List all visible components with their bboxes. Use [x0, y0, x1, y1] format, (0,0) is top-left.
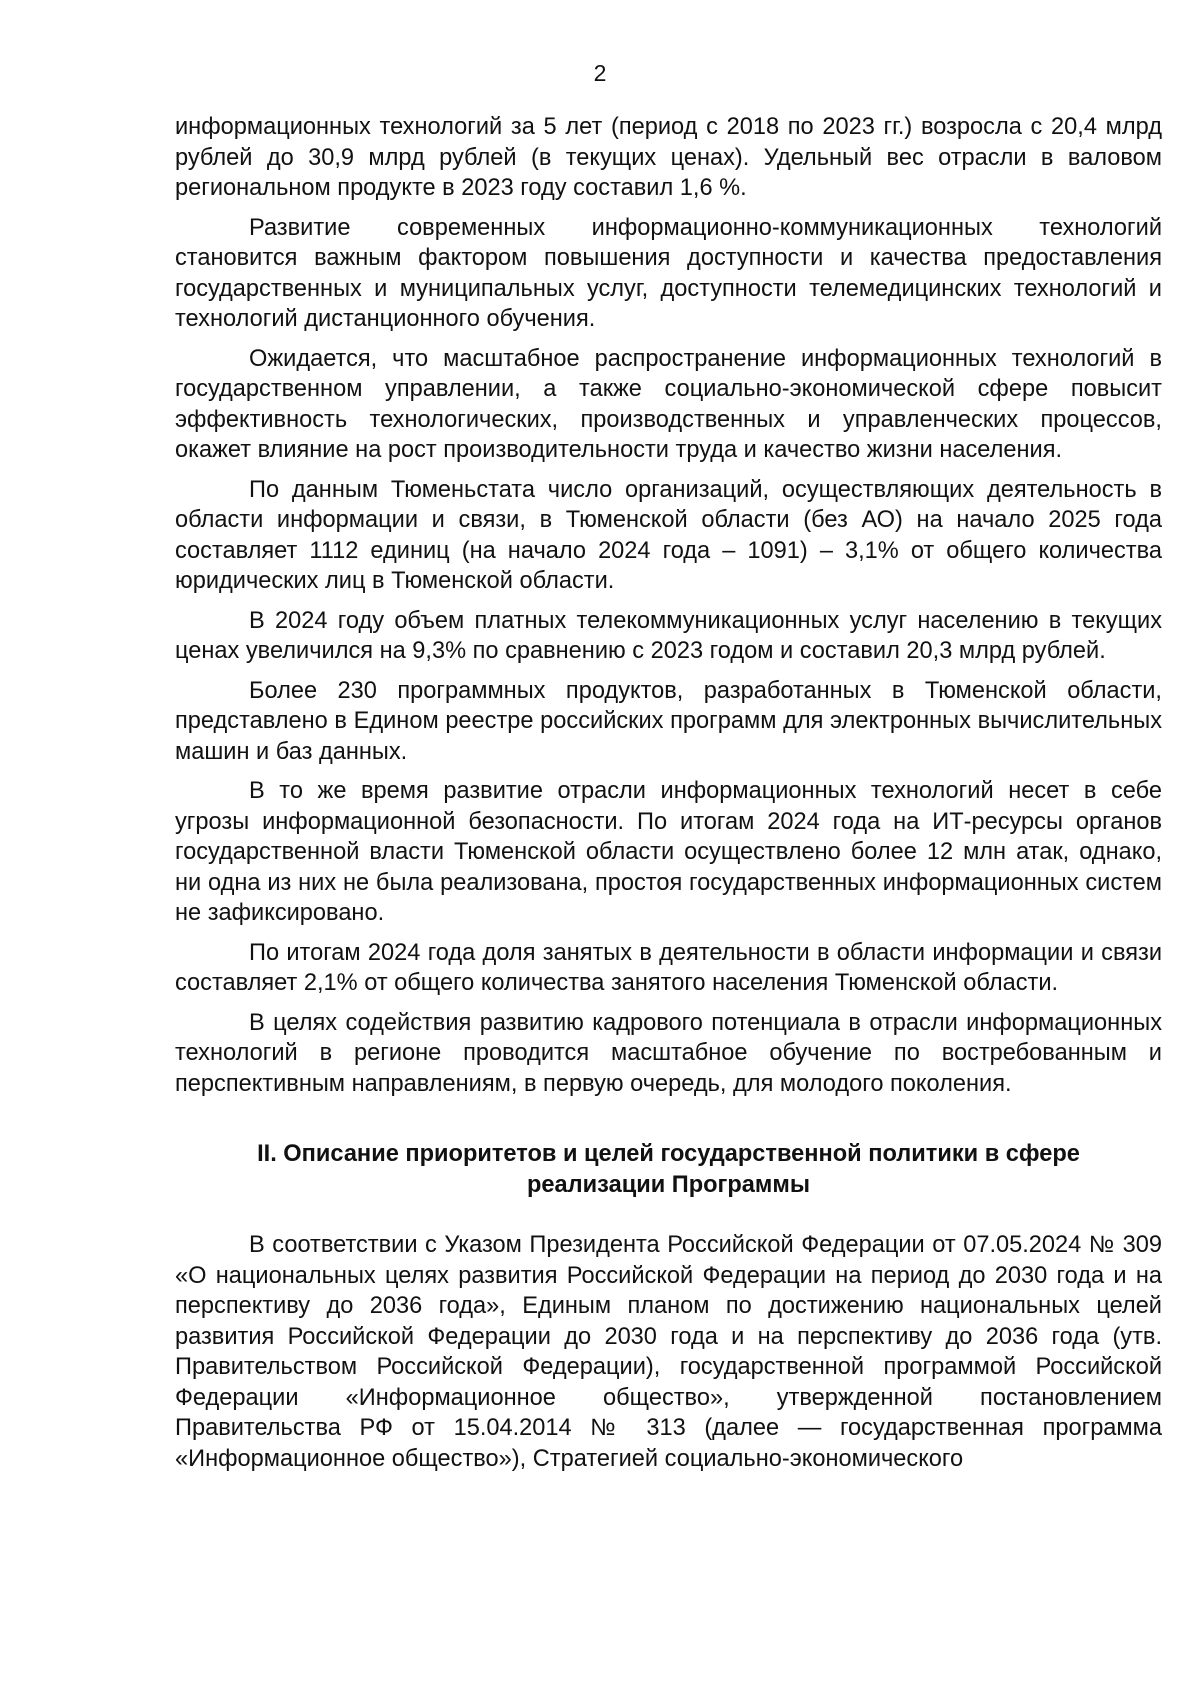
paragraph: В целях содействия развитию кадрового потенциала в отрасли информационных технологий в регионе проводится масштабное обучение по востребованным и перспективным направлениям, в первую очередь, для молодого поколения.: [175, 1009, 1162, 1097]
paragraph: Развитие современных информационно-коммуникационных технологий становится важным фактором повышения доступности и качества предоставления государственных и муниципальных услуг, доступности телемедицинских технологий и технологий дистанционного обучения.: [175, 214, 1162, 332]
document-body: [175, 112, 1162, 1483]
paragraph: В то же время развитие отрасли информационных технологий несет в себе угрозы информационной безопасности. По итогам 2024 года на ИТ-ресурсы органов государственной власти Тюменской области осуществлено более 12 млн атак, однако, ни одна из них не была реализована, простоя государственных информационных систем не зафиксировано.: [175, 778, 1162, 926]
paragraph: Ожидается, что масштабное распространение информационных технологий в государственном управлении, а также социально-экономической сфере повысит эффективность технологических, производственных и управленческих процессов, окажет влияние на рост производительности труда и качество жизни населения.: [175, 345, 1162, 463]
paragraph: По данным Тюменьстата число организаций, осуществляющих деятельность в области информации и связи, в Тюменской области (без АО) на начало 2025 года составляет 1112 единиц (на начало 2024 года – 1091) – 3,1% от общего количества юридических лиц в Тюменской области.: [175, 476, 1162, 594]
paragraph: В 2024 году объем платных телекоммуникационных услуг населению в текущих ценах увеличился на 9,3% по сравнению с 2023 годом и составил 20,3 млрд рублей.: [175, 607, 1162, 664]
paragraph: В соответствии с Указом Президента Российской Федерации от 07.05.2024 № 309 «О национальных целях развития Российской Федерации на период до 2030 года и на перспективу до 2036 года», Единым планом по достижению национальных целей развития Российской Федерации до 2030 года и на перспективу до 2036 года (утв. Правительством Российской Федерации), государственной программой Российской Федерации «Информационное общество», утвержденной постановлением Правительства РФ от 15.04.2014 № 313 (далее — государственная программа «Информационное общество»), Стратегией социально-экономического: [175, 1232, 1162, 1472]
section-heading: II. Описание приоритетов и целей государственной политики в сфере реализации Программы: [257, 1141, 1080, 1198]
paragraph: По итогам 2024 года доля занятых в деятельности в области информации и связи составляет 2,1% от общего количества занятого населения Тюменской области.: [175, 939, 1162, 996]
page-number: 2: [593, 60, 607, 86]
paragraph: информационных технологий за 5 лет (период с 2018 по 2023 гг.) возросла с 20,4 млрд рублей до 30,9 млрд рублей (в текущих ценах). Удельный вес отрасли в валовом региональном продукте в 2023 году составил 1,6 %.: [175, 114, 1162, 201]
paragraph: Более 230 программных продуктов, разработанных в Тюменской области, представлено в Едином реестре российских программ для электронных вычислительных машин и баз данных.: [175, 677, 1162, 765]
